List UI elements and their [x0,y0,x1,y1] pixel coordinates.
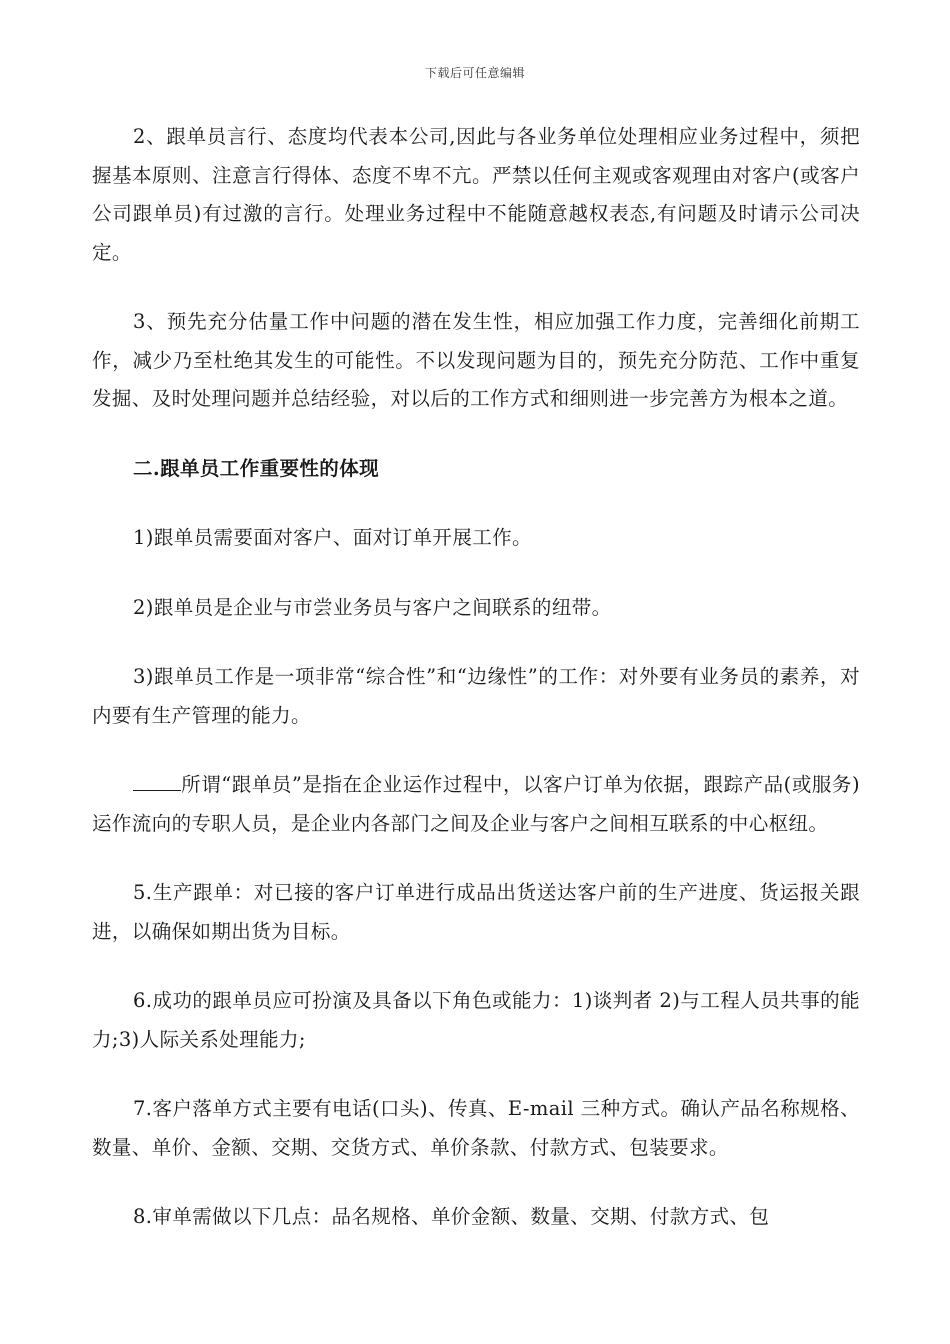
definition-text: 所谓“跟单员”是指在企业运作过程中，以客户订单为依据，跟踪产品(或服务)运作流向的专职人员，是企业内各部门之间及企业与客户之间相互联系的中心枢纽。 [92,773,860,835]
paragraph-definition [92,766,860,843]
paragraph-item-3: 3)跟单员工作是一项非常“综合性”和“边缘性”的工作：对外要有业务员的素养，对内要有生产管理的能力。 [92,665,860,727]
paragraph-item-8: 8.审单需做以下几点：品名规格、单价金额、数量、交期、付款方式、包 [133,1205,770,1228]
paragraph-item-5: 5.生产跟单：对已接的客户订单进行成品出货送达客户前的生产进度、货运报关跟进，以确保如期出货为目标。 [92,881,860,943]
section-heading: 二.跟单员工作重要性的体现 [133,456,379,480]
paragraph-item-1: 1)跟单员需要面对客户、面对订单开展工作。 [133,526,532,549]
document-body [92,118,860,1268]
paragraph-conduct: 2、跟单员言行、态度均代表本公司,因此与各业务单位处理相应业务过程中，须把握基本原则、注意言行得体、态度不卑不亢。严禁以任何主观或客观理由对客户(或客户公司跟单员)有过激的言行。处理业务过程中不能随意越权表态,有问题及时请示公司决定。 [92,125,860,264]
page-header: 下载后可任意编辑 [424,66,525,80]
blank-underline [133,770,181,791]
paragraph-item-7: 7.客户落单方式主要有电话(口头)、传真、E-mail 三种方式。确认产品名称规格、数量、单价、金额、交期、交货方式、单价条款、付款方式、包装要求。 [92,1097,860,1159]
paragraph-prevention: 3、预先充分估量工作中问题的潜在发生性，相应加强工作力度，完善细化前期工作，减少乃至杜绝其发生的可能性。不以发现问题为目的，预先充分防范、工作中重复发掘、及时处理问题并总结经验，对以后的工作方式和细则进一步完善方为根本之道。 [92,310,860,410]
paragraph-item-2: 2)跟单员是企业与市尝业务员与客户之间联系的纽带。 [133,595,612,619]
paragraph-item-6: 6.成功的跟单员应可扮演及具备以下角色或能力：1)谈判者 2)与工程人员共事的能力;3)人际关系处理能力; [92,989,860,1051]
